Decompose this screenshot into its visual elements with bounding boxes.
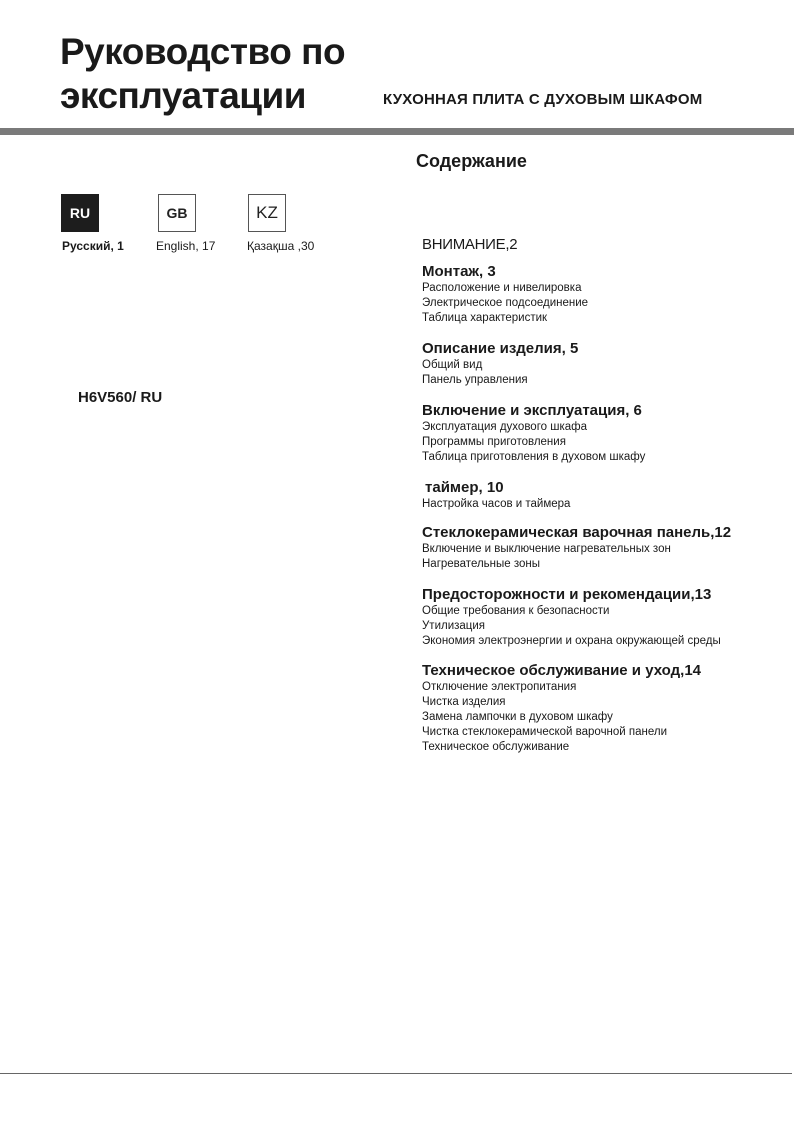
toc-heading: Содержание bbox=[416, 151, 527, 171]
language-badge-kz[interactable]: KZ bbox=[248, 194, 286, 232]
toc-item: Техническое обслуживание bbox=[422, 741, 570, 753]
toc-item: Нагревательные зоны bbox=[422, 558, 541, 570]
toc-item: Общий вид bbox=[422, 359, 483, 371]
language-label-gb bbox=[156, 239, 215, 253]
toc-item: Чистка стеклокерамической варочной панели bbox=[422, 726, 668, 738]
toc-item: Отключение электропитания bbox=[422, 681, 577, 693]
product-subtitle: КУХОННАЯ ПЛИТА С ДУХОВЫМ ШКАФОМ bbox=[383, 91, 703, 108]
language-badge-gb[interactable]: GB bbox=[158, 194, 196, 232]
toc-section-title[interactable]: Включение и эксплуатация, 6 bbox=[422, 402, 642, 419]
language-page: ,30 bbox=[297, 239, 315, 253]
toc-section-description bbox=[422, 339, 802, 388]
toc-item: Электрическое подсоединение bbox=[422, 297, 589, 309]
language-label-ru bbox=[62, 239, 124, 253]
toc-item: Таблица характеристик bbox=[422, 312, 548, 324]
table-of-contents bbox=[422, 262, 802, 755]
toc-section-maintenance bbox=[422, 661, 802, 755]
toc-item: Панель управления bbox=[422, 374, 528, 386]
toc-section-title[interactable]: Предосторожности и рекомендации,13 bbox=[422, 586, 712, 603]
toc-item: Чистка изделия bbox=[422, 696, 506, 708]
model-number: H6V560/ RU bbox=[78, 389, 163, 406]
language-name: English, bbox=[156, 239, 199, 253]
language-badge-ru[interactable]: RU bbox=[61, 194, 99, 232]
toc-section-installation bbox=[422, 262, 802, 326]
toc-item: Утилизация bbox=[422, 620, 486, 632]
header-divider bbox=[0, 128, 794, 135]
toc-item: Замена лампочки в духовом шкафу bbox=[422, 711, 613, 723]
language-page: 1 bbox=[117, 239, 124, 253]
footer-divider bbox=[0, 1073, 792, 1074]
language-name: Қазақша bbox=[247, 239, 295, 253]
toc-item: Включение и выключение нагревательных зон bbox=[422, 543, 671, 555]
toc-section-title[interactable]: Техническое обслуживание и уход,14 bbox=[422, 662, 702, 679]
language-name: Русский, bbox=[62, 239, 114, 253]
toc-item: Расположение и нивелировка bbox=[422, 282, 582, 294]
manual-title-line-2: эксплуатации bbox=[60, 75, 307, 116]
toc-item: Экономия электроэнергии и охрана окружающей среды bbox=[422, 635, 721, 647]
toc-item: Настройка часов и таймера bbox=[422, 498, 571, 510]
toc-section-precautions bbox=[422, 585, 802, 649]
toc-section-title[interactable]: Описание изделия, 5 bbox=[422, 340, 579, 357]
toc-item: Таблица приготовления в духовом шкафу bbox=[422, 451, 646, 463]
manual-title-line-1: Руководство по bbox=[60, 31, 346, 72]
toc-section-title[interactable]: Монтаж, 3 bbox=[422, 263, 496, 280]
toc-section-title[interactable]: Стеклокерамическая варочная панель,12 bbox=[422, 524, 732, 541]
toc-section-operation bbox=[422, 401, 802, 465]
toc-section-timer bbox=[422, 478, 802, 512]
toc-attention-link[interactable]: ВНИМАНИЕ,2 bbox=[422, 236, 518, 253]
toc-section-cooktop bbox=[422, 523, 802, 572]
toc-section-title[interactable]: таймер, 10 bbox=[425, 479, 504, 496]
toc-item: Эксплуатация духового шкафа bbox=[422, 421, 587, 433]
toc-item: Программы приготовления bbox=[422, 436, 566, 448]
language-label-kz bbox=[247, 239, 314, 253]
toc-item: Общие требования к безопасности bbox=[422, 605, 610, 617]
language-page: 17 bbox=[202, 239, 216, 253]
